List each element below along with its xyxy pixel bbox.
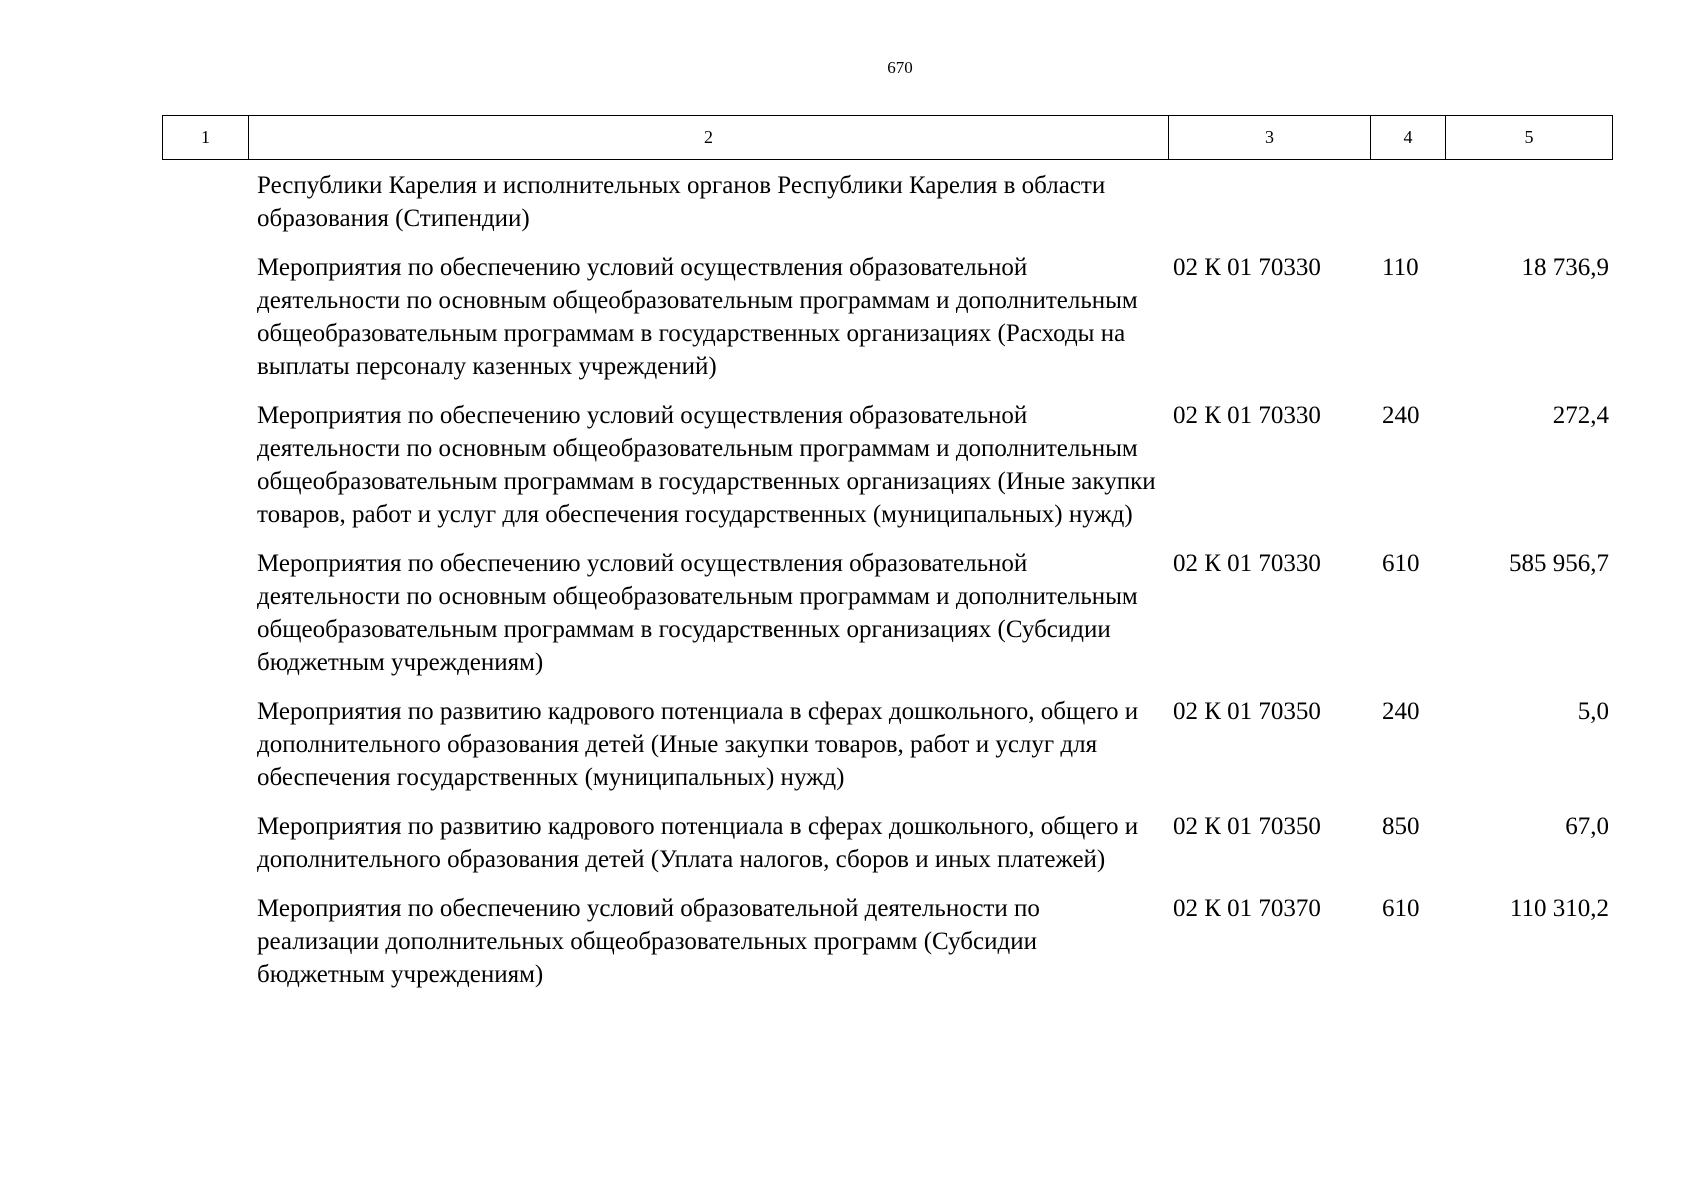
row-description: Республики Карелия и исполнительных органов Республики Карелия в области образования (Стипендии) [257,172,1106,232]
table-row [0,695,1697,794]
table-row [0,399,1697,531]
page-number: 670 [887,58,913,77]
row-target-code: 02 К 01 70350 [1173,813,1321,840]
column-header-4: 4 [1371,116,1446,160]
row-description: Мероприятия по обеспечению условий осуществления образовательной деятельности по основным общеобразовательным программам и дополнительным общеобразовательным программам в государственных организациях (Расходы на выплаты персоналу казенных учреждений) [257,254,1138,380]
row-expense-type: 610 [1382,895,1420,922]
column-header-1: 1 [163,116,249,160]
row-expense-type: 240 [1382,402,1420,429]
column-header-3: 3 [1169,116,1371,160]
row-target-code: 02 К 01 70330 [1173,550,1321,577]
row-target-code: 02 К 01 70370 [1173,895,1321,922]
row-description: Мероприятия по развитию кадрового потенциала в сферах дошкольного, общего и дополнительного образования детей (Иные закупки товаров, работ и услуг для обеспечения государственных (муниципальных) нужд) [257,698,1139,791]
row-expense-type: 850 [1382,813,1420,840]
row-amount: 18 736,9 [1521,254,1609,281]
row-amount: 67,0 [1565,813,1609,840]
row-amount: 585 956,7 [1509,550,1609,577]
row-amount: 110 310,2 [1509,895,1609,922]
row-amount: 5,0 [1577,698,1609,725]
row-target-code: 02 К 01 70330 [1173,402,1321,429]
row-description: Мероприятия по развитию кадрового потенциала в сферах дошкольного, общего и дополнительного образования детей (Уплата налогов, сборов и иных платежей) [257,813,1139,873]
table-row [0,547,1697,679]
column-header-table [162,115,1613,160]
row-target-code: 02 К 01 70350 [1173,698,1321,725]
table-row [0,892,1697,991]
row-target-code: 02 К 01 70330 [1173,254,1321,281]
column-header-row [163,116,1613,160]
table-row [0,810,1697,876]
row-description: Мероприятия по обеспечению условий образовательной деятельности по реализации дополнительных общеобразовательных программ (Субсидии бюджетным учреждениям) [257,895,1040,988]
budget-rows [0,169,1697,1007]
row-expense-type: 110 [1382,254,1419,281]
table-row [0,251,1697,383]
row-amount: 272,4 [1552,402,1609,429]
row-description: Мероприятия по обеспечению условий осуществления образовательной деятельности по основным общеобразовательным программам и дополнительным общеобразовательным программам в государственных организациях (Субсидии бюджетным учреждениям) [257,550,1138,676]
row-expense-type: 240 [1382,698,1420,725]
row-expense-type: 610 [1382,550,1420,577]
table-row [0,169,1697,235]
column-header-2: 2 [249,116,1169,160]
column-header-5: 5 [1446,116,1613,160]
row-description: Мероприятия по обеспечению условий осуществления образовательной деятельности по основным общеобразовательным программам и дополнительным общеобразовательным программам в государственных организациях (Иные закупки товаров, работ и услуг для обеспечения государственных (муниципальных) нужд) [257,402,1156,528]
